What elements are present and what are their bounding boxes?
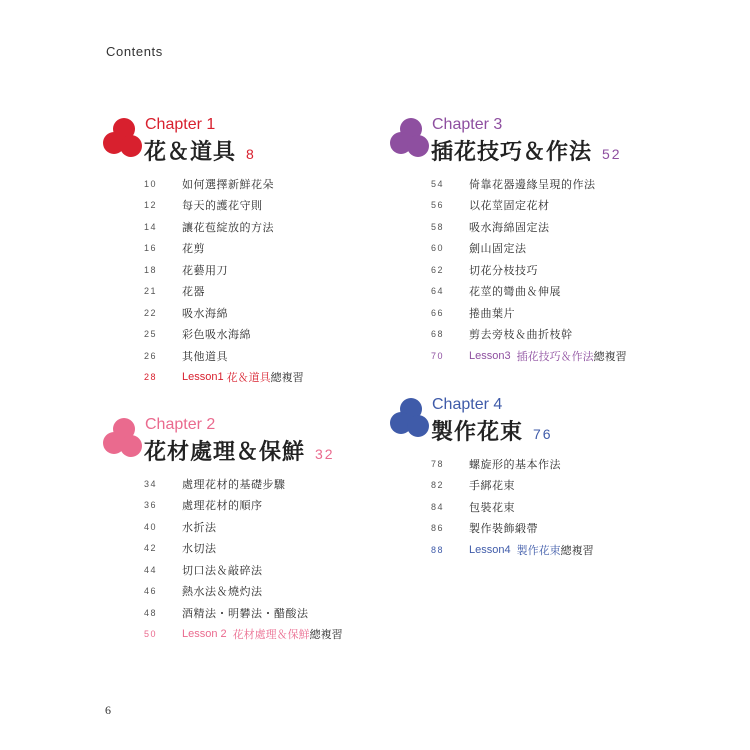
toc-item-title: 製作裝飾緞帶	[469, 522, 538, 536]
toc-item-title: 處理花材的順序	[182, 499, 263, 513]
toc-item-title: 手綁花束	[469, 479, 515, 493]
lesson-label: Lesson4	[469, 543, 511, 556]
toc-page-number: 68	[431, 329, 445, 340]
toc-item-title: 花器	[182, 285, 205, 299]
toc-item[interactable]	[431, 195, 627, 217]
toc-item[interactable]	[144, 602, 343, 624]
toc-item[interactable]	[144, 538, 343, 560]
page-number: 6	[105, 703, 111, 717]
chapter-title-text: 花材處理＆保鮮	[144, 440, 306, 465]
chapter-page-number: 52	[602, 146, 622, 162]
flower-logo-icon	[389, 116, 431, 166]
toc-item[interactable]	[144, 473, 343, 495]
toc-item-title: 其他道具	[182, 349, 228, 363]
toc-item[interactable]	[431, 173, 627, 195]
toc-list	[144, 473, 343, 645]
toc-page-number: 62	[431, 264, 445, 275]
toc-list	[431, 453, 594, 561]
toc-item[interactable]	[144, 559, 343, 581]
chapter-title-text: 花＆道具	[144, 140, 237, 165]
toc-list	[144, 173, 304, 388]
toc-item-title: 花剪	[182, 242, 205, 256]
toc-lesson-item[interactable]	[431, 539, 594, 561]
toc-page-number: 14	[144, 221, 158, 232]
toc-lesson-item[interactable]	[431, 345, 627, 367]
toc-page-number: 10	[144, 178, 158, 189]
toc-page-number: 58	[431, 221, 445, 232]
toc-page-number: 66	[431, 307, 445, 318]
chapter-label: Chapter 3	[432, 116, 503, 133]
toc-page-number: 60	[431, 243, 445, 254]
toc-item-title: 吸水海綿固定法	[469, 220, 550, 234]
toc-item[interactable]	[144, 345, 304, 367]
lesson-label: Lesson1	[182, 371, 224, 384]
toc-item[interactable]	[431, 475, 594, 497]
toc-item-title: 酒精法・明礬法・醋酸法	[182, 606, 309, 620]
toc-item-title: 花莖的彎曲＆伸展	[469, 285, 561, 299]
chapter-title-text: 插花技巧＆作法	[431, 140, 593, 165]
toc-item-title: 倚靠花器邊緣呈現的作法	[469, 177, 596, 191]
chapter-page-number: 32	[315, 446, 335, 462]
lesson-name: 插花技巧＆作法	[516, 349, 594, 363]
lesson-name: 製作花束	[516, 543, 561, 557]
toc-page-number: 56	[431, 200, 445, 211]
toc-item[interactable]	[431, 281, 627, 303]
toc-item[interactable]	[431, 453, 594, 475]
chapter-page-number: 8	[246, 146, 256, 162]
toc-item[interactable]	[144, 259, 304, 281]
toc-page-number: 44	[144, 564, 158, 575]
chapter-label: Chapter 1	[145, 116, 216, 133]
toc-list	[431, 173, 627, 367]
toc-page-number: 88	[431, 544, 445, 555]
toc-page-number: 16	[144, 243, 158, 254]
toc-item-title: 劍山固定法	[469, 242, 527, 256]
lesson-suffix: 總複習	[593, 349, 627, 363]
toc-item[interactable]	[431, 324, 627, 346]
toc-item[interactable]	[144, 238, 304, 260]
toc-page-number: 42	[144, 543, 158, 554]
toc-page-number: 82	[431, 480, 445, 491]
flower-logo-icon	[389, 396, 431, 446]
toc-page-number: 21	[144, 286, 158, 297]
chapter-page-number: 76	[533, 426, 553, 442]
lesson-suffix: 總複習	[560, 543, 594, 557]
toc-page-number: 86	[431, 523, 445, 534]
toc-page-number: 12	[144, 200, 158, 211]
toc-page-number: 34	[144, 478, 158, 489]
toc-page-number: 25	[144, 329, 158, 340]
toc-lesson-item[interactable]	[144, 367, 304, 389]
toc-item-title: 每天的護花守則	[182, 199, 263, 213]
toc-item[interactable]	[144, 173, 304, 195]
flower-logo-icon	[102, 416, 144, 466]
toc-item[interactable]	[144, 324, 304, 346]
toc-item[interactable]	[144, 581, 343, 603]
toc-item-title: 以花莖固定花材	[469, 199, 550, 213]
toc-item-title: 剪去旁枝＆曲折枝幹	[469, 328, 573, 342]
lesson-suffix: 總複習	[270, 371, 304, 385]
toc-page-number: 26	[144, 350, 158, 361]
toc-item[interactable]	[431, 518, 594, 540]
toc-item-title: 花藝用刀	[182, 263, 228, 277]
toc-item[interactable]	[144, 302, 304, 324]
toc-item-title: 切花分枝技巧	[469, 263, 538, 277]
toc-page-number: 84	[431, 501, 445, 512]
toc-item[interactable]	[144, 216, 304, 238]
toc-item-title: 螺旋形的基本作法	[469, 457, 561, 471]
toc-item[interactable]	[144, 281, 304, 303]
toc-item[interactable]	[144, 516, 343, 538]
toc-page-number: 54	[431, 178, 445, 189]
toc-item[interactable]	[431, 496, 594, 518]
lesson-label: Lesson3	[469, 349, 511, 362]
lesson-name: 花材處理＆保鮮	[232, 628, 310, 642]
contents-heading: Contents	[106, 44, 163, 59]
toc-item[interactable]	[431, 259, 627, 281]
toc-item[interactable]	[431, 216, 627, 238]
lesson-suffix: 總複習	[309, 628, 343, 642]
flower-logo-icon	[102, 116, 144, 166]
toc-item-title: 捲曲葉片	[469, 306, 515, 320]
toc-item[interactable]	[431, 302, 627, 324]
toc-item-title: 切口法＆敲碎法	[182, 563, 263, 577]
toc-page-number: 48	[144, 607, 158, 618]
toc-page-number: 78	[431, 458, 445, 469]
chapter-title-text: 製作花束	[431, 420, 524, 445]
toc-page-number: 64	[431, 286, 445, 297]
toc-page-number: 40	[144, 521, 158, 532]
toc-page-number: 70	[431, 350, 445, 361]
lesson-name: 花＆道具	[226, 371, 271, 385]
chapter-title	[144, 135, 256, 166]
toc-item-title: 水折法	[182, 520, 217, 534]
chapter-title	[431, 415, 553, 446]
chapter-label: Chapter 4	[432, 396, 503, 413]
lesson-label: Lesson 2	[182, 628, 227, 641]
toc-item-title: 包裝花束	[469, 500, 515, 514]
toc-item[interactable]	[144, 195, 304, 217]
toc-item[interactable]	[431, 238, 627, 260]
toc-item-title: 如何選擇新鮮花朵	[182, 177, 274, 191]
toc-lesson-item[interactable]	[144, 624, 343, 646]
toc-item-title: 處理花材的基礎步驟	[182, 477, 286, 491]
toc-page-number: 46	[144, 586, 158, 597]
toc-item-title: 吸水海綿	[182, 306, 228, 320]
toc-item[interactable]	[144, 495, 343, 517]
toc-page-number: 28	[144, 372, 158, 383]
toc-item-title: 彩色吸水海綿	[182, 328, 251, 342]
toc-item-title: 讓花苞綻放的方法	[182, 220, 274, 234]
toc-page-number: 18	[144, 264, 158, 275]
toc-page-number: 50	[144, 629, 158, 640]
chapter-title	[144, 435, 335, 466]
toc-item-title: 水切法	[182, 542, 217, 556]
toc-page-number: 22	[144, 307, 158, 318]
chapter-label: Chapter 2	[145, 416, 216, 433]
toc-item-title: 熱水法＆燒灼法	[182, 585, 263, 599]
toc-page-number: 36	[144, 500, 158, 511]
chapter-title	[431, 135, 622, 166]
